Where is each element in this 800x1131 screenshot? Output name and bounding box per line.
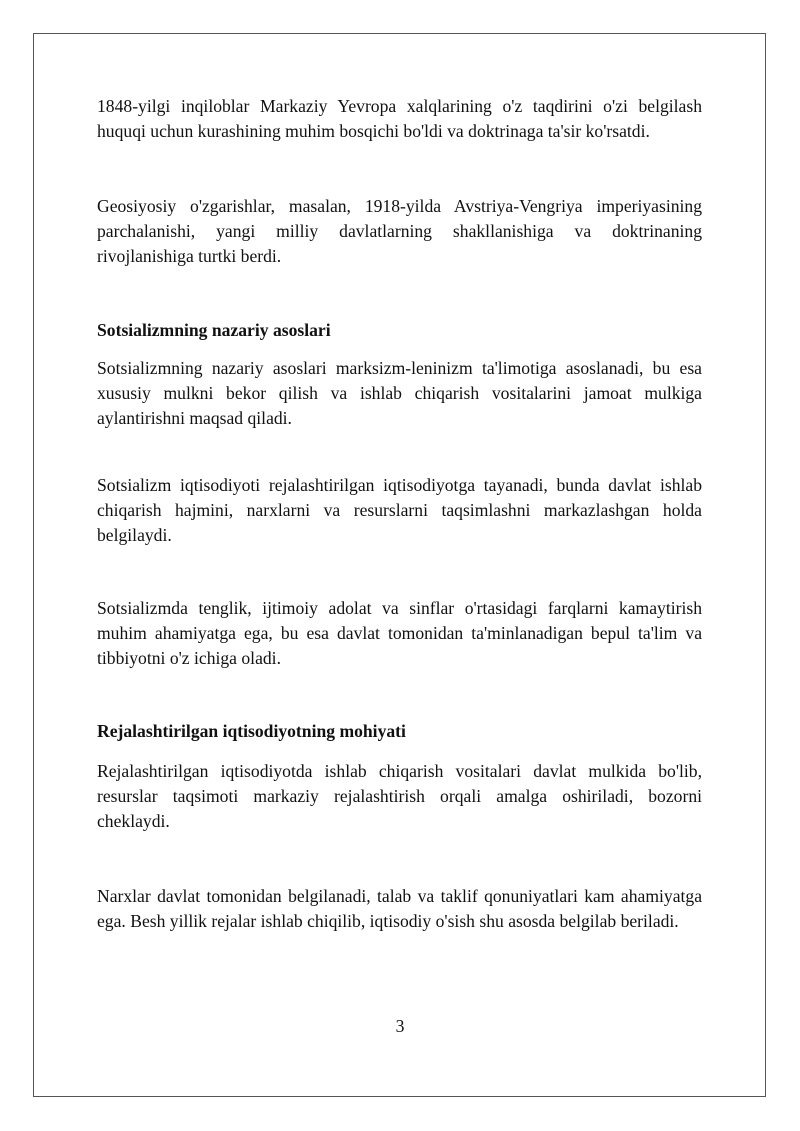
- paragraph-1848-revolutions: 1848-yilgi inqiloblar Markaziy Yevropa xalqlarining o'z taqdirini o'zi belgilash huquqi uchun kurashining muhim bosqichi bo'ldi va doktrinaga ta'sir ko'rsatdi.: [97, 96, 702, 141]
- heading-socialism-theory: Sotsializmning nazariy asoslari: [97, 320, 331, 340]
- paragraph-socialist-equality: Sotsializmda tenglik, ijtimoiy adolat va sinflar o'rtasidagi farqlarni kamaytirish muhim ahamiyatga ega, bu esa davlat tomonidan ta'minlanadigan bepul ta'lim va tibbiyotni o'z ichiga oladi.: [97, 598, 702, 668]
- paragraph-socialist-economy: Sotsializm iqtisodiyoti rejalashtirilgan iqtisodiyotga tayanadi, bunda davlat ishlab chiqarish hajmini, narxlarni va resurslarni taqsimlashni markazlashgan holda belgilaydi.: [97, 475, 702, 545]
- paragraph-planned-economy: Rejalashtirilgan iqtisodiyotda ishlab chiqarish vositalari davlat mulkida bo'lib, resurslar taqsimoti markaziy rejalashtirish orqali amalga oshiriladi, bozorni cheklaydi.: [97, 761, 702, 831]
- paragraph-prices: Narxlar davlat tomonidan belgilanadi, talab va taklif qonuniyatlari kam ahamiyatga ega. Besh yillik rejalar ishlab chiqilib, iqtisodiy o'sish shu asosda belgilab beriladi.: [97, 886, 702, 931]
- heading-planned-economy: Rejalashtirilgan iqtisodiyotning mohiyati: [97, 721, 406, 741]
- paragraph-geopolitical-changes: Geosiyosiy o'zgarishlar, masalan, 1918-yilda Avstriya-Vengriya imperiyasining parchalanishi, yangi milliy davlatlarning shakllanishiga va doktrinaning rivojlanishiga turtki berdi.: [97, 196, 702, 266]
- page-border: [33, 33, 766, 1097]
- paragraph-socialism-theory: Sotsializmning nazariy asoslari marksizm-leninizm ta'limotiga asoslanadi, bu esa xususiy mulkni bekor qilish va ishlab chiqarish vositalarini jamoat mulkiga aylantirishni maqsad qiladi.: [97, 358, 702, 428]
- page-number: 3: [395, 1016, 405, 1036]
